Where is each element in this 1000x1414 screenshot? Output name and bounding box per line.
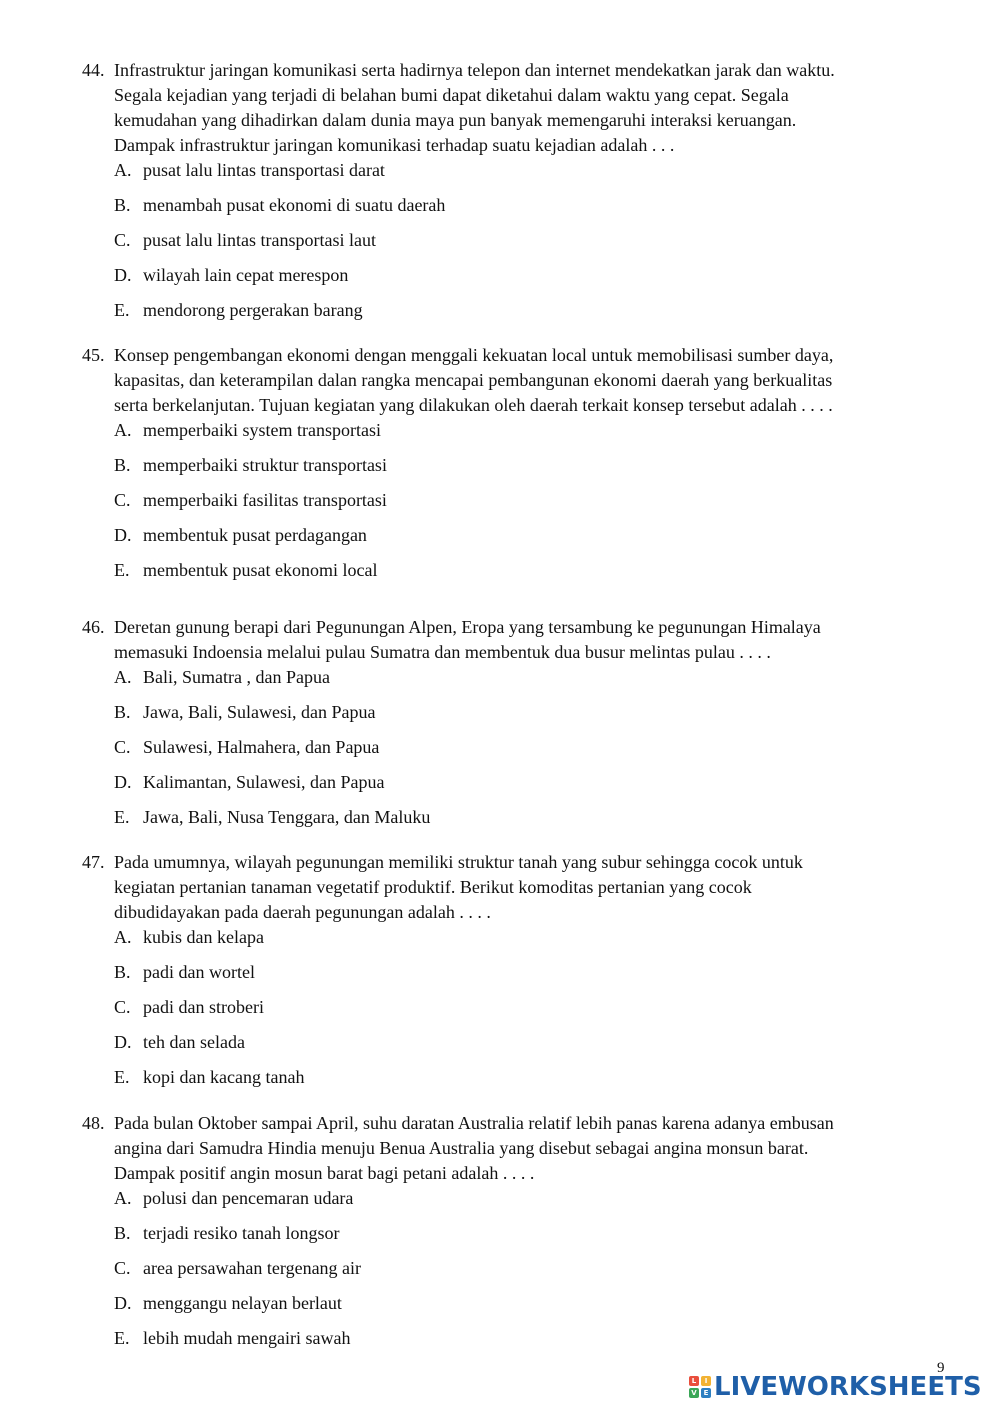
question-stem: [82, 343, 962, 418]
option-text: wilayah lain cepat merespon: [143, 265, 349, 285]
question-text: [114, 343, 962, 418]
option-text: pusat lalu lintas transportasi darat: [143, 160, 385, 180]
question-stem: [82, 615, 962, 665]
answer-option-c[interactable]: [114, 995, 962, 1030]
answer-option-d[interactable]: [114, 1030, 962, 1065]
option-letter: B.: [114, 1223, 131, 1243]
question-46: [82, 615, 962, 840]
answer-option-e[interactable]: [114, 298, 962, 333]
question-text-line: kegiatan pertanian tanaman vegetatif produktif. Berikut komoditas pertanian yang cocok: [114, 877, 752, 897]
question-text: [114, 58, 962, 158]
answer-options: [114, 418, 962, 593]
option-letter: E.: [114, 1067, 130, 1087]
option-letter: D.: [114, 525, 132, 545]
answer-option-a[interactable]: [114, 418, 962, 453]
liveworksheets-logo: [689, 1372, 982, 1402]
question-number: 44.: [82, 60, 105, 80]
question-text-line: kemudahan yang dihadirkan dalam dunia maya pun banyak memengaruhi interaksi keruangan.: [114, 110, 797, 130]
question-text-line: Pada umumnya, wilayah pegunungan memiliki struktur tanah yang subur sehingga cocok untuk: [114, 852, 803, 872]
option-text: membentuk pusat ekonomi local: [143, 560, 378, 580]
question-text-line: Konsep pengembangan ekonomi dengan menggali kekuatan local untuk memobilisasi sumber daya,: [114, 345, 834, 365]
answer-option-b[interactable]: [114, 1221, 962, 1256]
question-47: [82, 850, 962, 1100]
question-stem: [82, 850, 962, 925]
option-text: lebih mudah mengairi sawah: [143, 1328, 351, 1348]
option-text: menggangu nelayan berlaut: [143, 1293, 342, 1313]
option-text: memperbaiki system transportasi: [143, 420, 381, 440]
question-text-line: Segala kejadian yang terjadi di belahan bumi dapat diketahui dalam waktu yang cepat. Segala: [114, 85, 789, 105]
answer-option-d[interactable]: [114, 770, 962, 805]
option-letter: D.: [114, 265, 132, 285]
answer-option-d[interactable]: [114, 263, 962, 298]
option-letter: A.: [114, 1188, 132, 1208]
option-text: Jawa, Bali, Sulawesi, dan Papua: [143, 702, 376, 722]
option-text: Kalimantan, Sulawesi, dan Papua: [143, 772, 385, 792]
option-letter: E.: [114, 807, 130, 827]
question-45: [82, 343, 962, 593]
question-text: [114, 1111, 962, 1186]
logo-square-4: E: [701, 1388, 711, 1398]
logo-icon: [689, 1376, 711, 1398]
answer-option-e[interactable]: [114, 558, 962, 593]
question-number: 47.: [82, 852, 105, 872]
option-letter: D.: [114, 1032, 132, 1052]
answer-option-c[interactable]: [114, 228, 962, 263]
answer-option-b[interactable]: [114, 193, 962, 228]
option-text: Bali, Sumatra , dan Papua: [143, 667, 330, 687]
answer-option-e[interactable]: [114, 1326, 962, 1361]
answer-option-e[interactable]: [114, 1065, 962, 1100]
option-letter: B.: [114, 455, 131, 475]
question-stem: [82, 1111, 962, 1186]
question-text-line: serta berkelanjutan. Tujuan kegiatan yang dilakukan oleh daerah terkait konsep tersebut adalah . . . .: [114, 395, 833, 415]
question-text-line: dibudidayakan pada daerah pegunungan adalah . . . .: [114, 902, 491, 922]
question-text-line: kapasitas, dan keterampilan dalan rangka mencapai pembangunan ekonomi daerah yang berkualitas: [114, 370, 833, 390]
logo-square-1: L: [689, 1376, 699, 1386]
option-letter: C.: [114, 737, 131, 757]
option-text: padi dan wortel: [143, 962, 255, 982]
option-text: polusi dan pencemaran udara: [143, 1188, 354, 1208]
option-text: kopi dan kacang tanah: [143, 1067, 305, 1087]
question-text-line: Infrastruktur jaringan komunikasi serta hadirnya telepon dan internet mendekatkan jarak dan waktu.: [114, 60, 835, 80]
option-letter: C.: [114, 997, 131, 1017]
option-text: membentuk pusat perdagangan: [143, 525, 367, 545]
answer-options: [114, 1186, 962, 1361]
question-text-line: Dampak infrastruktur jaringan komunikasi terhadap suatu kejadian adalah . . .: [114, 135, 675, 155]
logo-text: LIVEWORKSHEETS: [714, 1372, 982, 1402]
option-text: Sulawesi, Halmahera, dan Papua: [143, 737, 380, 757]
option-text: padi dan stroberi: [143, 997, 264, 1017]
option-text: mendorong pergerakan barang: [143, 300, 363, 320]
option-letter: C.: [114, 1258, 131, 1278]
option-letter: A.: [114, 160, 132, 180]
option-letter: D.: [114, 1293, 132, 1313]
page-number: 9: [937, 1360, 945, 1376]
option-text: memperbaiki fasilitas transportasi: [143, 490, 387, 510]
question-text-line: Pada bulan Oktober sampai April, suhu daratan Australia relatif lebih panas karena adanya embusan: [114, 1113, 834, 1133]
option-text: pusat lalu lintas transportasi laut: [143, 230, 376, 250]
answer-options: [114, 158, 962, 333]
question-number: 48.: [82, 1113, 105, 1133]
option-text: Jawa, Bali, Nusa Tenggara, dan Maluku: [143, 807, 431, 827]
answer-options: [114, 665, 962, 840]
option-letter: C.: [114, 230, 131, 250]
answer-option-a[interactable]: [114, 1186, 962, 1221]
answer-option-c[interactable]: [114, 1256, 962, 1291]
question-text-line: Dampak positif angin mosun barat bagi petani adalah . . . .: [114, 1163, 535, 1183]
logo-square-2: I: [701, 1376, 711, 1386]
answer-option-a[interactable]: [114, 158, 962, 193]
option-letter: B.: [114, 962, 131, 982]
option-letter: E.: [114, 560, 130, 580]
question-text-line: Deretan gunung berapi dari Pegunungan Alpen, Eropa yang tersambung ke pegunungan Himalaya: [114, 617, 821, 637]
question-44: [82, 58, 962, 333]
option-text: menambah pusat ekonomi di suatu daerah: [143, 195, 446, 215]
option-text: area persawahan tergenang air: [143, 1258, 362, 1278]
option-letter: B.: [114, 195, 131, 215]
option-letter: A.: [114, 420, 132, 440]
logo-square-3: V: [689, 1388, 699, 1398]
option-text: memperbaiki struktur transportasi: [143, 455, 387, 475]
answer-option-b[interactable]: [114, 960, 962, 995]
question-text: [114, 850, 962, 925]
question-stem: [82, 58, 962, 158]
option-letter: A.: [114, 927, 132, 947]
question-text: [114, 615, 962, 665]
question-48: [82, 1111, 962, 1361]
question-number: 45.: [82, 345, 105, 365]
answer-option-c[interactable]: [114, 488, 962, 523]
question-text-line: memasuki Indoensia melalui pulau Sumatra dan membentuk dua busur melintas pulau . . . .: [114, 642, 771, 662]
option-letter: E.: [114, 300, 130, 320]
answer-option-b[interactable]: [114, 700, 962, 735]
option-text: teh dan selada: [143, 1032, 245, 1052]
option-letter: C.: [114, 490, 131, 510]
question-number: 46.: [82, 617, 105, 637]
question-text-line: angina dari Samudra Hindia menuju Benua Australia yang disebut sebagai angina monsun barat.: [114, 1138, 809, 1158]
option-letter: A.: [114, 667, 132, 687]
answer-option-b[interactable]: [114, 453, 962, 488]
answer-option-d[interactable]: [114, 523, 962, 558]
answer-option-d[interactable]: [114, 1291, 962, 1326]
option-letter: D.: [114, 772, 132, 792]
answer-option-c[interactable]: [114, 735, 962, 770]
answer-option-a[interactable]: [114, 665, 962, 700]
option-text: terjadi resiko tanah longsor: [143, 1223, 340, 1243]
answer-option-a[interactable]: [114, 925, 962, 960]
answer-option-e[interactable]: [114, 805, 962, 840]
option-letter: B.: [114, 702, 131, 722]
answer-options: [114, 925, 962, 1100]
option-letter: E.: [114, 1328, 130, 1348]
option-text: kubis dan kelapa: [143, 927, 264, 947]
